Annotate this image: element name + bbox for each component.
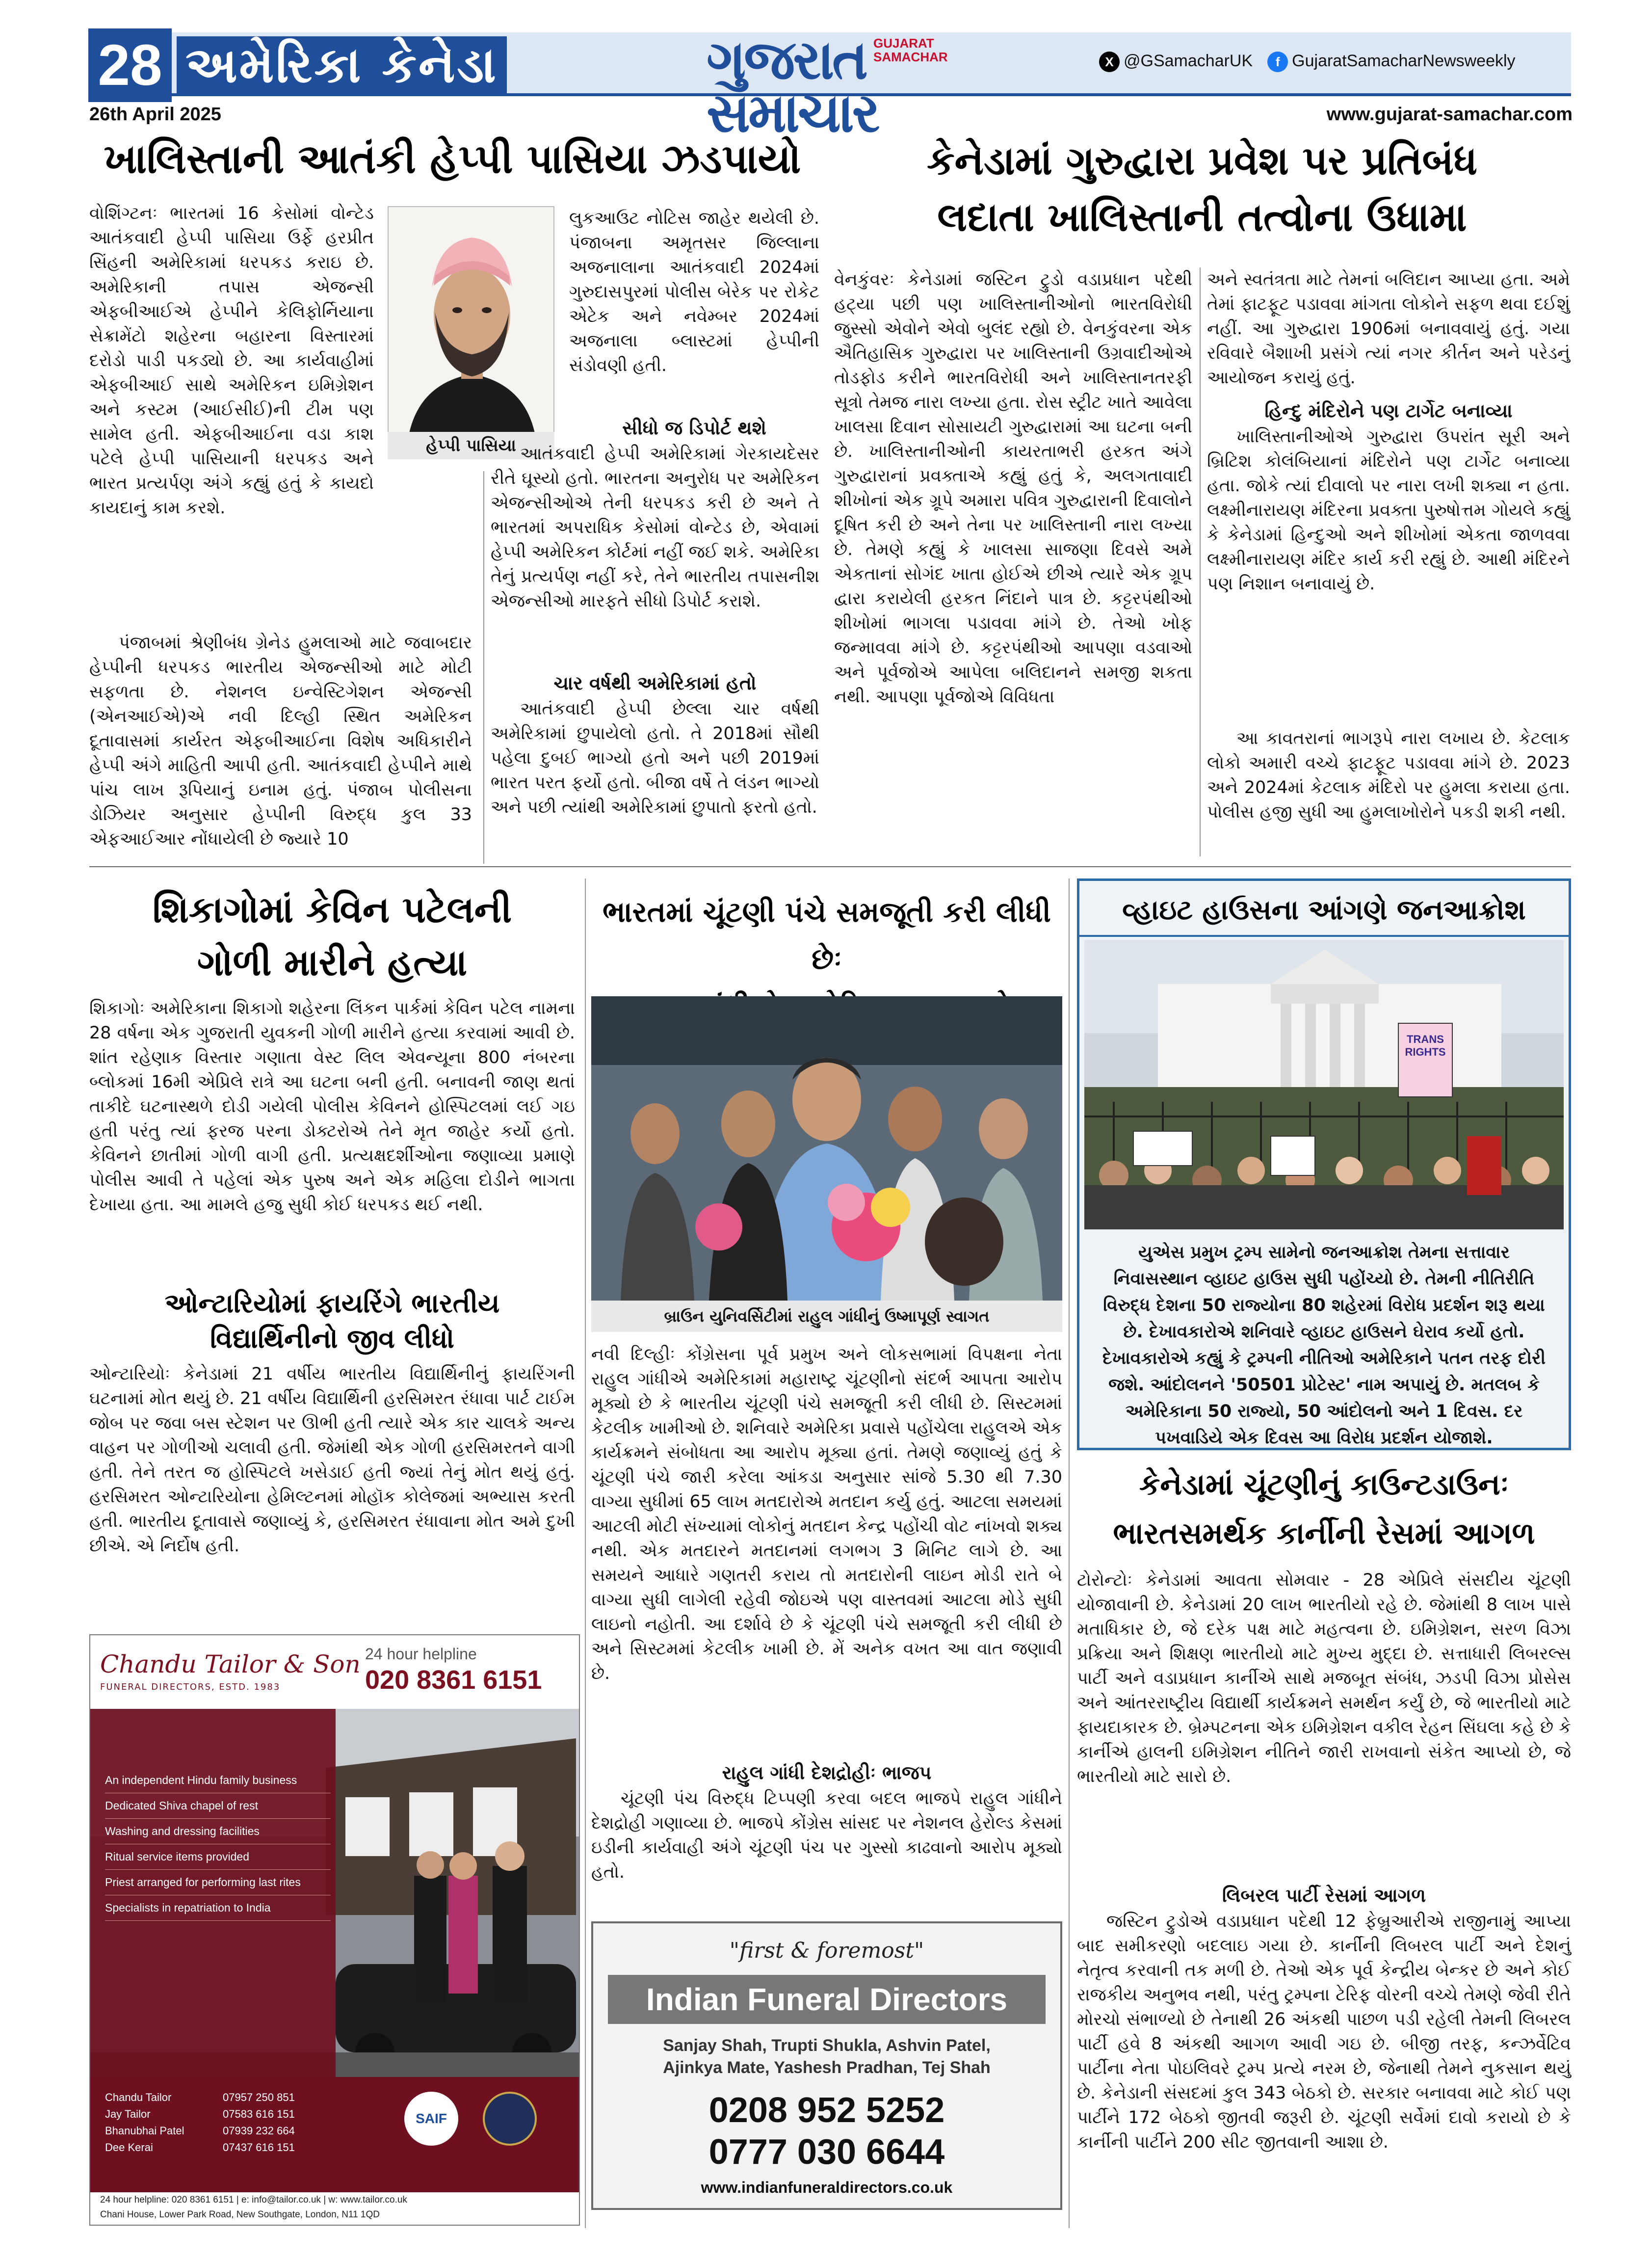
contact-phone[interactable]: 07583 616 151 [223,2108,295,2120]
facebook-link[interactable] [1267,52,1515,72]
section-divider [89,866,1571,867]
contacts-panel [90,2077,579,2192]
gurudwara-col2: અને સ્વતંત્રતા માટે તેમનાં બલિદાન આપ્યા હતા. અમે તેમાં ફાટફૂટ પડાવવા માંગતા લોકોને સફળ થવા દઈશું નહીં. આ ગુરુદ્વારા 1906માં બનાવવાયું હતું. ગયા રવિવારે બૈશાખી પ્રસંગે ત્યાં નગર કીર્તન અને પરેડનું આયોજન કરાયું હતું. [1207,270,1570,388]
contact-phone[interactable]: 07939 232 664 [223,2125,295,2137]
whitehouse-caption: યુએસ પ્રમુખ ટ્રમ્પ સામેનો જનઆક્રોશ તેમના સત્તાવાર નિવાસસ્થાન વ્હાઇટ હાઉસ સુધી પહોંચ્યો છે. તેમની નીતિરીતિ વિરુદ્ધ દેશના 50 રાજ્યોના 80 શહેરમાં વિરોધ પ્રદર્શન શરૂ થયા છે. દેખાવકારોએ શનિવારે વ્હાઇટ હાઉસને ઘેરાવ કર્યો હતો. દેખાવકારોએ કહ્યું કે ટ્રમ્પની નીતિઓ અમેરિકાને પતન તરફ દોરી જશે. આંદોલનને '50501 પ્રોટેસ્ટ' નામ અપાયું છે. મતલબ કે અમેરિકાના 50 રાજ્યો, 50 આંદોલનો અને 1 દિવસ. દર પખવાડિયે એક દિવસ આ વિરોધ પ્રદર્શન યોજાશે. [1102,1243,1546,1448]
rahul-body2: ચૂંટણી પંચ વિરુદ્ધ ટિપ્પણી કરવા બદલ ભાજપે રાહુલ ગાંધીને દેશદ્રોહી ગણાવ્યા છે. ભાજપે કોંગ્રેસ સાંસદ પર નેશનલ હેરોલ્ડ કેસમાં ઇડીની કાર્યવાહી અંગે ચૂંટણી પંચ પર ગુસ્સો કાઢવાનો આરોપ મૂક્યો હતો. [591,1789,1062,1882]
portrait-illustration [389,207,554,437]
chandu-tagline: FUNERAL DIRECTORS, ESTD. 1983 [100,1682,281,1692]
social-links [1099,52,1516,72]
canada-election-headline-line2: ભારતસમર્થક કાર્નીની રેસમાં આગળ [1113,1516,1535,1551]
happy-pasia-caption: હેપ્પી પાસિયા [388,432,554,459]
rahul-body: નવી દિલ્હીઃ કોંગ્રેસના પૂર્વ પ્રમુખ અને લોકસભામાં વિપક્ષના નેતા રાહુલ ગાંધીએ અમેરિકામાં મહારાષ્ટ્ર ચૂંટણીનો સંદર્ભ આપતા આરોપ મૂક્યો છે કે ભારતીય ચૂંટણી પંચે સમજૂતી કરી લીધી છે. સિસ્ટમમાં કેટલીક ખામીઓ છે. શનિવારે અમેરિકા પ્રવાસે પહોંચેલા રાહુલએ એક કાર્યક્રમને સંબોધતા આ આરોપ મૂક્યા હતાં. તેમણે જણાવ્યું હતું કે ચૂંટણી પંચે જારી કરેલા આંકડા અનુસાર સાંજે 5.30 થી 7.30 વાગ્યા સુધીમાં 65 લાખ મતદારોએ મતદાન કર્યુ હતું. આટલા સમયમાં આટલી મોટી સંખ્યામાં લોકોનું મતદાન કેન્દ્ર પહોંચી વોટ નાંખવો શક્ય નથી. એક મતદારને મતદાનમાં લગભગ 3 મિનિટ લાગે છે. આ સમયને આધારે ગણતરી કરાય તો મતદારોની લાઇન મોડી રાતે બે વાગ્યા સુધી લાગેલી રહેવી જોઇએ પણ વાસ્તવમાં આટલા મોડે સુધી લાઇનો નહોતી. આ દર્શાવે છે કે ચૂંટણી પંચે સમજૂતી કરી લીધી છે અને સિસ્ટમમાં કેટલીક ખામી છે. મેં અનેક વખત આ વાત જણાવી છે. [591,1345,1062,1683]
gurudwara-col1: વેનકુંવરઃ કેનેડામાં જસ્ટિન ટ્રુડો વડાપ્રધાન પદેથી હટ્યા પછી પણ ખાલિસ્તાનીઓનો ભારતવિરોધી જુસ્સો એવોને એવો બુલંદ રહ્યો છે. વેનકુંવરના એક ઐતિહાસિક ગુરુદ્વારા પર ખાલિસ્તાની ઉગ્રવાદીઓએ તોડફોડ કરીને ભારતવિરોધી અને ખાલિસ્તાનતરફી સૂત્રો તેમજ નારા લખ્યા હતા. રોસ સ્ટ્રીટ ખાતે આવેલા ખાલસા દિવાન સોસાયટી ગુરુદ્વારામાં આ ઘટના બની છે. ખાલિસ્તાનીઓની કાયરતાભરી હરકત અંગે ગુરુદ્વારાનાં પ્રવક્તાએ કહ્યું હતું કે, અલગતાવાદી શીખોનાં એક ગ્રૂપે અમારા પવિત્ર ગુરુદ્વારાની દિવાલોને દૂષિત કરી છે અને તેના પર ખાલિસ્તાની નારા લખ્યા છે. તેમણે કહ્યું કે ખાલસા સાજણા દિવસે અમે એકતાનાં સોગંદ ખાતા હોઈએ છીએ ત્યારે એક ગ્રૂપ દ્વારા કરાયેલી હરકત નિંદાને પાત્ર છે. કટ્ટરપંથીઓ શીખોમાં ભાગલા પડાવવા માંગે છે. તેઓ ખોફ જન્માવવા માંગે છે. કટ્ટરપંથીઓ આપણા વડવાઓ અને પૂર્વજોએ આપેલા બલિદાનને સમજી શકતા નથી. આપણા પૂર્વજોએ વિવિધતા [834,270,1192,707]
contact-name: Bhanubhai Patel [105,2125,184,2137]
indian-funeral-directors-ad[interactable] [591,1921,1062,2210]
feature-item: Specialists in repatriation to India [105,1895,331,1921]
masthead-main: ગુજરાત સમાચાર [707,28,878,144]
feature-item: Dedicated Shiva chapel of rest [105,1793,331,1819]
chandu-features-list [105,1768,331,1921]
khalistani-headline: ખાલિસ્તાની આતંકી હેપ્પી પાસિયા ઝડપાયો [104,136,801,183]
crest-icon [483,2092,537,2146]
contact-row [105,2123,295,2139]
khalistani-col1-top [89,201,374,520]
khalistani-sub2: ચાર વર્ષથી અમેરિકામાં હતો [553,672,757,694]
page-number: 28 [88,28,172,102]
chicago-body: શિકાગોઃ અમેરિકાના શિકાગો શહેરના લિંકન પાર્કમાં કેવિન પટેલ નામના 28 વર્ષના એક ગુજરાતી યુવકની ગોળી મારીને હત્યા કરવામાં આવી છે. શાંત રહેણાક વિસ્તાર ગણાતા વેસ્ટ લિલ એવન્યૂના 800 નંબરના બ્લોકમાં 16મી એપ્રિલે રાત્રે આ ઘટના બની હતી. બનાવની જાણ થતાં તાકીદે ઘટનાસ્થળે દોડી ગયેલી પોલીસ કેવિનને હોસ્પિટલમાં લઈ ગઇ હતી પરંતુ ત્યાં ફરજ પરના ડોક્ટરોએ તેને મૃત જાહેર કર્યો હતો. કેવિનને છાતીમાં ગોળી વાગી હતી. પ્રત્યક્ષદર્શીઓના જણાવ્યા પ્રમાણે પોલીસ આવી તે પહેલાં એક પુરુષ અને એક મહિલા દોડીને ભાગતા દેખાયા હતા. આ મામલે હજુ સુધી કોઈ ધરપકડ થઈ નથી. [89,999,575,1215]
canada-election-headline [1077,1460,1571,1558]
masthead-logo [707,28,981,144]
feature-item: An independent Hindu family business [105,1768,331,1793]
rahul-photo [591,996,1062,1301]
gurudwara-sub1: હિન્દુ મંદિરોને પણ ટાર્ગેટ બનાવ્યા [1264,400,1513,422]
gurudwara-col2b: ખાલિસ્તાનીઓએ ગુરુદ્વારા ઉપરાંત સૂરી અને બ્રિટિશ કોલંબિયાનાં મંદિરોને પણ ટાર્ગેટ બનાવ્યા હતા. જોકે ત્યાં દીવાલો પર નારા લખી શક્યા ન હતા. લક્ષ્મીનારાયણ મંદિરના પ્રવક્તા પુરુષોત્તમ ગોયલે કહ્યું કે કેનેડામાં હિન્દુઓ અને શીખોમાં એકતા જાળવવા લક્ષ્મીનારાયણ મંદિર કાર્ય કરી રહ્યું છે. આથી મંદિરને પણ નિશાન બનાવાયું છે. [1207,427,1570,594]
canada-election-sub1: લિબરલ પાર્ટી રેસમાં આગળ [1222,1885,1426,1906]
khalistani-sub1: સીધો જ ડિપોર્ટ થશે [622,417,766,439]
protest-sign-line2: RIGHTS [1405,1046,1446,1058]
gurudwara-col2c: આ કાવતરાનાં ભાગરૂપે નારા લખાય છે. કેટલાક લોકો અમારી વચ્ચે ફાટફૂટ પડાવવા માંગે છે. 2023 અને 2024માં કેટલાક મંદિરો પર હુમલા કરાયા હતા. પોલીસ હજી સુધી આ હુમલાખોરોને પકડી શકી નથી. [1207,729,1570,822]
section-name-text: અમેરિકા કેનેડા [177,36,507,94]
column-divider [483,471,484,864]
website-link[interactable]: www.gujarat-samachar.com [1326,104,1573,125]
khalistani-col2c: આતંકવાદી હેપ્પી છેલ્લા ચાર વર્ષથી અમેરિકામાં છુપાયેલો હતો. તે 2018માં સૌથી પહેલા દુબઈ ભાગ્યો હતો અને પછી 2019માં ભારત પરત ફર્યો હતો. બીજા વર્ષે તે લંડન ભાગ્યો અને પછી ત્યાંથી અમેરિકામાં છુપાતો ફરતો હતો. [491,699,819,817]
rahul-sub1: રાહુલ ગાંધી દેશદ્રોહીઃ ભાજપ [722,1762,932,1783]
khalistani-col2: લુકઆઉટ નોટિસ જાહેર થયેલી છે. પંજાબના અમૃતસર જિલ્લાના અજનાલાના આતંકવાદી 2024માં ગુરુદાસપુરમાં પોલીસ બેરેક પર રોકેટ એટેક અને નવેમ્બર 2024માં અજનાલા બ્લાસ્ટમાં હેપ્પીની સંડોવણી હતી. [569,209,819,375]
canada-election-headline-line1: કેનેડામાં ચૂંટણીનું કાઉન્ટડાઉનઃ [1139,1467,1509,1502]
column-divider [1200,267,1201,856]
contact-phone[interactable]: 07957 250 851 [223,2091,295,2103]
ifd-website[interactable]: www.indianfuneraldirectors.co.uk [701,2179,953,2196]
ontario-body: ઓન્ટારિયોઃ કેનેડામાં 21 વર્ષીય ભારતીય વિદ્યાર્થિનીનું ફાયરિંગની ઘટનામાં મોત થયું છે. 21 વર્ષીય વિદ્યાર્થિની હરસિમરત રંધાવા પાર્ટ ટાઈમ જોબ પર જવા બસ સ્ટેશન પર ઊભી હતી ત્યારે એક કાર ચાલકે અન્ય વાહન પર ગોળીઓ ચલાવી હતી. જેમાંથી એક ગોળી હરસિમરતને વાગી હતી. તેને તરત જ હોસ્પિટલે ખસેડાઈ હતી જ્યાં તેનું મોત થયું હતું. હરસિમરત ઓન્ટારિયોના હેમિલ્ટનમાં મોહૉક કોલેજમાં અભ્યાસ કરતી હતી. ભારતીય દૂતાવાસે જણાવ્યું કે, હરસિમરત રંધાવાના મોત અમે દુખી છીએ. એ નિર્દોષ હતી. [89,1364,575,1556]
whitehouse-box [1077,878,1571,1450]
whitehouse-photo [1084,940,1564,1229]
masthead-sub: GUJARAT SAMACHAR [873,36,948,64]
column-divider [585,878,586,2228]
ontario-headline-line1: ઓન્ટારિયોમાં ફાયરિંગે ભારતીય [164,1288,500,1319]
feature-item: Priest arranged for performing last rites [105,1870,331,1895]
rahul-headline-line1: ભારતમાં ચૂંટણી પંચે સમજૂતી કરી લીધી છેઃ [603,895,1051,976]
crowd-illustration [591,996,1062,1301]
section-name [177,34,507,96]
contact-phone[interactable]: 07437 616 151 [223,2141,295,2154]
protest-sign [1401,1033,1450,1059]
khalistani-col1b: પંજાબમાં શ્રેણીબંધ ગ્રેનેડ હુમલાઓ માટે જવાબદાર હેપ્પીની ધરપકડ ભારતીય એજન્સીઓ માટે મોટી સફળતા છે. નેશનલ ઇન્વેસ્ટિગેશન એજન્સી (એનઆઈએ)એ નવી દિલ્હી સ્થિત અમેરિકન દૂતાવાસમાં કાર્યરત એફબીઆઈના વિશેષ અધિકારીને હેપ્પી અંગે માહિતી આપી હતી. આતંકવાદી હેપ્પીને માથે પાંચ લાખ રૂપિયાનું ઇનામ હતું. પંજાબ પોલીસના ડોઝિયર અનુસાર હેપ્પીની વિરુદ્ધ કુલ 33 એફઆઈઆર નોંધાયેલી છે જ્યારે 10 [89,633,472,849]
ontario-headline-line2: વિદ્યાર્થિનીનો જીવ લીધો [210,1323,454,1354]
twitter-link[interactable] [1099,52,1253,72]
ifd-phone-1[interactable]: 0208 952 5252 [708,2091,945,2130]
chandu-photo [90,1709,579,2077]
protest-sign-line1: TRANS [1407,1033,1444,1045]
chicago-headline-line2: ગોળી મારીને હત્યા [197,942,468,984]
chicago-headline-line1: શિકાગોમાં કેવિન પટેલની [152,889,512,931]
column-divider [1069,878,1070,2228]
happy-pasia-photo [388,206,554,437]
whitehouse-headline: વ્હાઇટ હાઉસના આંગણે જનઆક્રોશ [1079,886,1569,937]
canada-election-body2: જસ્ટિન ટ્રુડોએ વડાપ્રધાન પદેથી 12 ફેબ્રુઆરીએ રાજીનામું આપ્યા બાદ સમીકરણો બદલાઇ ગયા છે. કાર્નીની લિબરલ પાર્ટી અને દેશનું નેતૃત્વ કરવાની તક મળી છે. તેઓ એક પૂર્વ કેન્દ્રીય બેન્કર છે અને કોઈ રાજકીય અનુભવ નથી, પરંતુ ટ્રમ્પના ટેરિફ વોરની વચ્ચે તેમણે જેવી રીતે મોરચો સંભાળ્યો છે તેનાથી 26 અંકથી પાછળ પડી રહેલી તેમની લિબરલ પાર્ટી હવે 8 અંકથી આગળ આવી ગઇ છે. બીજી તરફ, કન્ઝર્વેટિવ પાર્ટીના નેતા પોઇલિવરે ટ્રમ્પ પ્રત્યે નરમ છે, જેનાથી તેમને નુકસાન થયું છે. કેનેડાની સંસદમાં કુલ 343 બેઠકો છે. સરકાર બનાવવા માટે કોઈ પણ પાર્ટીને 172 બેઠકો જીતવી જરૂરી છે. ચૂંટણી સર્વેમાં દાવો કરાયો છે કે કાર્નીની પાર્ટીને 200 સીટ જીતવાની આશા છે. [1077,1912,1571,2152]
chandu-footer-1: 24 hour helpline: 020 8361 6151 | e: info@tailor.co.uk | w: www.tailor.co.uk [100,2195,407,2205]
chicago-headline [89,883,575,989]
x-twitter-icon: X [1099,52,1120,72]
contact-row [105,2106,295,2123]
facebook-handle: GujaratSamacharNewsweekly [1292,52,1516,70]
twitter-handle: @GSamacharUK [1124,52,1253,70]
chandu-helpline-label: 24 hour helpline [365,1645,477,1663]
contact-row [105,2089,295,2106]
khalistani-col2b: આતંકવાદી હેપ્પી અમેરિકામાં ગેરકાયદેસર રીતે ઘૂસ્યો હતો. ભારતના અનુરોધ પર અમેરિકન એજન્સીઓએ તેની ધરપકડ કરી છે અને તે ભારતમાં અપરાધિક કેસોમાં વોન્ટેડ છે, એવામાં હેપ્પી અમેરિકન કોર્ટમાં નહીં જઈ શકે. અમેરિકા તેનું પ્રત્યર્પણ નહીં કરે, તેને ભારતીય તપાસનીશ એજન્સીઓ મારફતે સીધો ડિપોર્ટ કરાશે. [491,444,819,611]
ifd-name: Indian Funeral Directors [608,1975,1046,2024]
facebook-icon: f [1267,52,1288,72]
saif-badge-icon: SAIF [404,2092,458,2146]
ifd-people-2: Ajinkya Mate, Yashesh Pradhan, Tej Shah [663,2058,991,2077]
protest-illustration [1084,940,1564,1229]
chandu-tailor-ad[interactable] [89,1634,580,2226]
chandu-helpline[interactable]: 020 8361 6151 [365,1665,542,1695]
feature-item: Ritual service items provided [105,1844,331,1870]
gurudwara-headline-line2: લદાતા ખાલિસ્તાની તત્વોના ઉધામા [937,194,1467,240]
canada-election-body: ટોરોન્ટોઃ કેનેડામાં આવતા સોમવાર - 28 એપ્રિલે સંસદીય ચૂંટણી યોજાવાની છે. કેનેડામાં 20 લાખ ભારતીયો રહે છે. જેમાંથી 8 લાખ પાસે મતાધિકાર છે, જે દરેક પક્ષ માટે મહત્વના છે. ઇમિગ્રેશન, સરળ વિઝા પ્રક્રિયા અને શિક્ષણ ભારતીયો માટે મુખ્ય મુદ્દા છે. સત્તાધારી લિબરલ્સ પાર્ટી અને વડાપ્રધાન કાર્નીએ સાથે મજબૂત સંબંધ, ઝડપી વિઝા પ્રોસેસ અને આંતરરાષ્ટ્રીય વિદ્યાર્થી કાર્યક્રમને સમર્થન કર્યું છે, જે ભારતીયો માટે ફાયદાકારક છે. બ્રેમ્પટનના એક ઇમિગ્રેશન વકીલ રેહન સિંઘલા કહે છે કે કાર્નીએ હાલની ઇમિગ્રેશન નીતિને જારી રાખવાનો સંકેત આપ્યો છે, જે ભારતીયો માટે સારો છે. [1077,1570,1571,1786]
gurudwara-headline-line1: કેનેડામાં ગુરુદ્વારા પ્રવેશ પર પ્રતિબંધ [927,138,1477,184]
gurudwara-headline [834,133,1570,245]
contact-name: Chandu Tailor [105,2091,172,2103]
ifd-phone-2[interactable]: 0777 030 6644 [708,2132,945,2172]
contact-name: Jay Tailor [105,2108,151,2120]
rahul-photo-caption: બ્રાઉન યુનિવર્સિટીમાં રાહુલ ગાંધીનું ઉષ્માપૂર્ણ સ્વાગત [591,1301,1062,1332]
feature-item: Washing and dressing facilities [105,1819,331,1844]
chandu-footer-2: Chani House, Lower Park Road, New Southgate, London, N11 1QD [100,2209,380,2220]
ontario-headline [89,1286,575,1357]
issue-date: 26th April 2025 [89,104,221,125]
contact-name: Dee Kerai [105,2141,153,2154]
khalistani-para1: વોશિંગ્ટનઃ ભારતમાં 16 કેસોમાં વોન્ટેડ આતંકવાદી હેપ્પી પાસિયા ઉર્ફે હરપ્રીત સિંહની અમેરિકામાં ધરપકડ કરાઇ છે. અમેરિકાની તપાસ એજન્સી એફબીઆઈએ હેપ્પીને કેલિફોર્નિયાના સેક્રામેંટો શહેરના બહારના વિસ્તારમાં દરોડો પાડી પકડ્યો છે. આ કાર્યવાહીમાં એફબીઆઈ સાથે અમેરિકન ઇમિગ્રેશન અને કસ્ટમ (આઈસીઈ)ની ટીમ પણ સામેલ હતી. એફબીઆઈના વડા કાશ પટેલે હેપ્પી પાસિયાની ધરપકડ અને ભારત પ્રત્યર્પણ અંગે કહ્યું હતું કે કાયદો કાયદાનું કામ કરશે. [89,204,374,518]
contact-row [105,2139,295,2156]
chandu-contacts [105,2089,295,2156]
ifd-tagline: "first & foremost" [729,1938,924,1963]
ifd-people-1: Sanjay Shah, Trupti Shukla, Ashvin Patel, [663,2036,991,2055]
chandu-brand: Chandu Tailor & Son [100,1650,361,1678]
